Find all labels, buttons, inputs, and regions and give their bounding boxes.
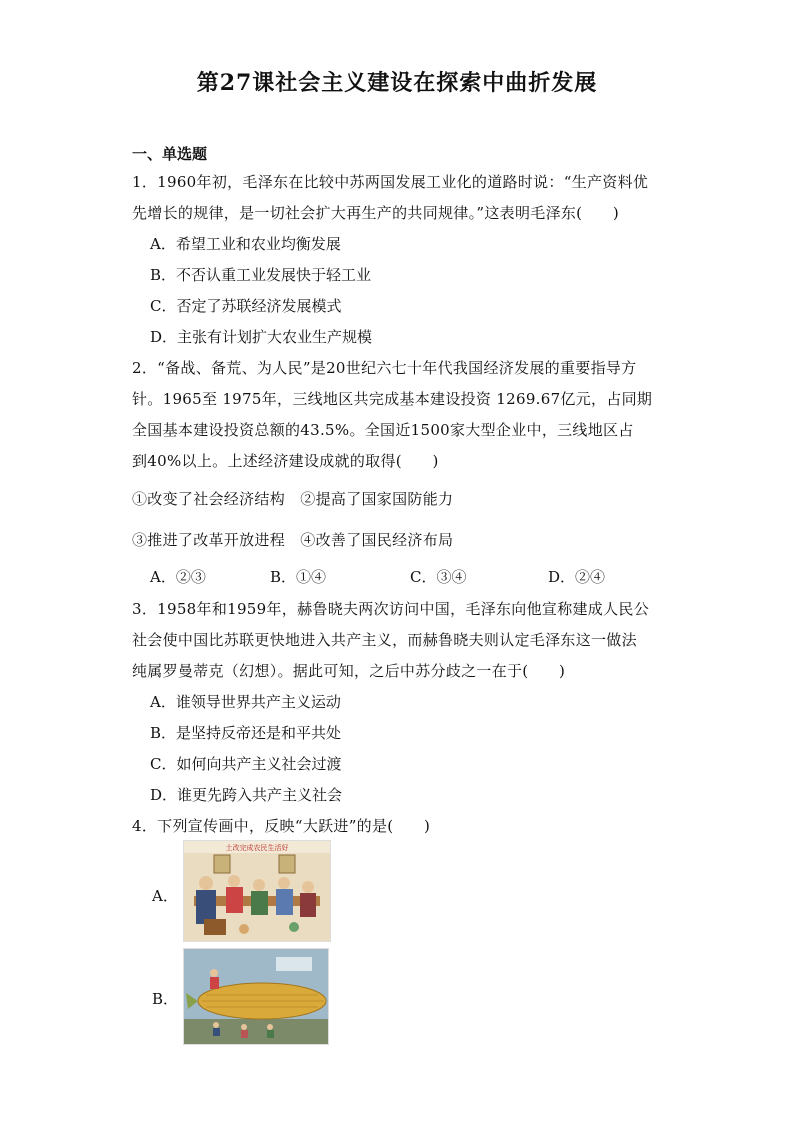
q3-option-b[interactable]: B．是坚持反帝还是和平共处 xyxy=(150,724,342,742)
q4-option-b-poster[interactable] xyxy=(183,948,329,1045)
q2-statements-2: ③推进了改革开放进程 ④改善了国民经济布局 xyxy=(132,531,454,549)
q2-option-b[interactable]: B．①④ xyxy=(270,568,327,586)
q1-stem-line-2: 先增长的规律，是一切社会扩大再生产的共同规律。”这表明毛泽东( ) xyxy=(132,204,620,222)
q2-option-d[interactable]: D．②④ xyxy=(548,568,606,586)
q4-option-a-poster[interactable] xyxy=(183,840,331,942)
q2-stem-line-1: 2．“备战、备荒、为人民”是20世纪六七十年代我国经济发展的重要指导方 xyxy=(132,359,637,377)
q2-option-a[interactable]: A．②③ xyxy=(150,568,206,586)
q3-stem-line-3: 纯属罗曼蒂克（幻想）。据此可知，之后中苏分歧之一在于( ) xyxy=(132,662,566,680)
q4-option-a-label[interactable]: A． xyxy=(152,887,178,905)
q4-stem: 4．下列宣传画中，反映“大跃进”的是( ) xyxy=(132,817,431,835)
poster-family-image xyxy=(184,841,330,941)
q2-stem-line-2: 针。1965至 1975年，三线地区共完成基本建设投资 1269.67亿元，占同期 xyxy=(132,390,653,408)
q3-stem-line-1: 3．1958年和1959年，赫鲁晓夫两次访问中国，毛泽东向他宣称建成人民公 xyxy=(132,600,649,618)
q1-stem-line-1: 1．1960年初，毛泽东在比较中苏两国发展工业化的道路时说：“生产资料优 xyxy=(132,173,649,191)
section-heading: 一、单选题 xyxy=(132,145,208,163)
q1-option-b[interactable]: B．不否认重工业发展快于轻工业 xyxy=(150,266,372,284)
poster-a-caption: 土改完成农民生活好 xyxy=(225,844,289,852)
q1-option-a[interactable]: A．希望工业和农业均衡发展 xyxy=(150,235,341,253)
q3-option-c[interactable]: C．如何向共产主义社会过渡 xyxy=(150,755,342,773)
q2-stem-line-3: 全国基本建设投资总额的43.5%。全国近1500家大型企业中，三线地区占 xyxy=(132,421,634,439)
q4-option-b-label[interactable]: B． xyxy=(152,990,179,1008)
poster-giant-corn-image xyxy=(184,949,328,1044)
q3-stem-line-2: 社会使中国比苏联更快地进入共产主义，而赫鲁晓夫则认定毛泽东这一做法 xyxy=(132,631,637,649)
q3-option-a[interactable]: A．谁领导世界共产主义运动 xyxy=(150,693,341,711)
q1-option-d[interactable]: D．主张有计划扩大农业生产规模 xyxy=(150,328,373,346)
q2-stem-line-4: 到40%以上。上述经济建设成就的取得( ) xyxy=(132,452,439,470)
q2-statements-1: ①改变了社会经济结构 ②提高了国家国防能力 xyxy=(132,490,454,508)
q3-option-d[interactable]: D．谁更先跨入共产主义社会 xyxy=(150,786,343,804)
q2-option-c[interactable]: C．③④ xyxy=(410,568,467,586)
q1-option-c[interactable]: C．否定了苏联经济发展模式 xyxy=(150,297,342,315)
page-title: 第27课社会主义建设在探索中曲折发展 xyxy=(196,70,598,96)
